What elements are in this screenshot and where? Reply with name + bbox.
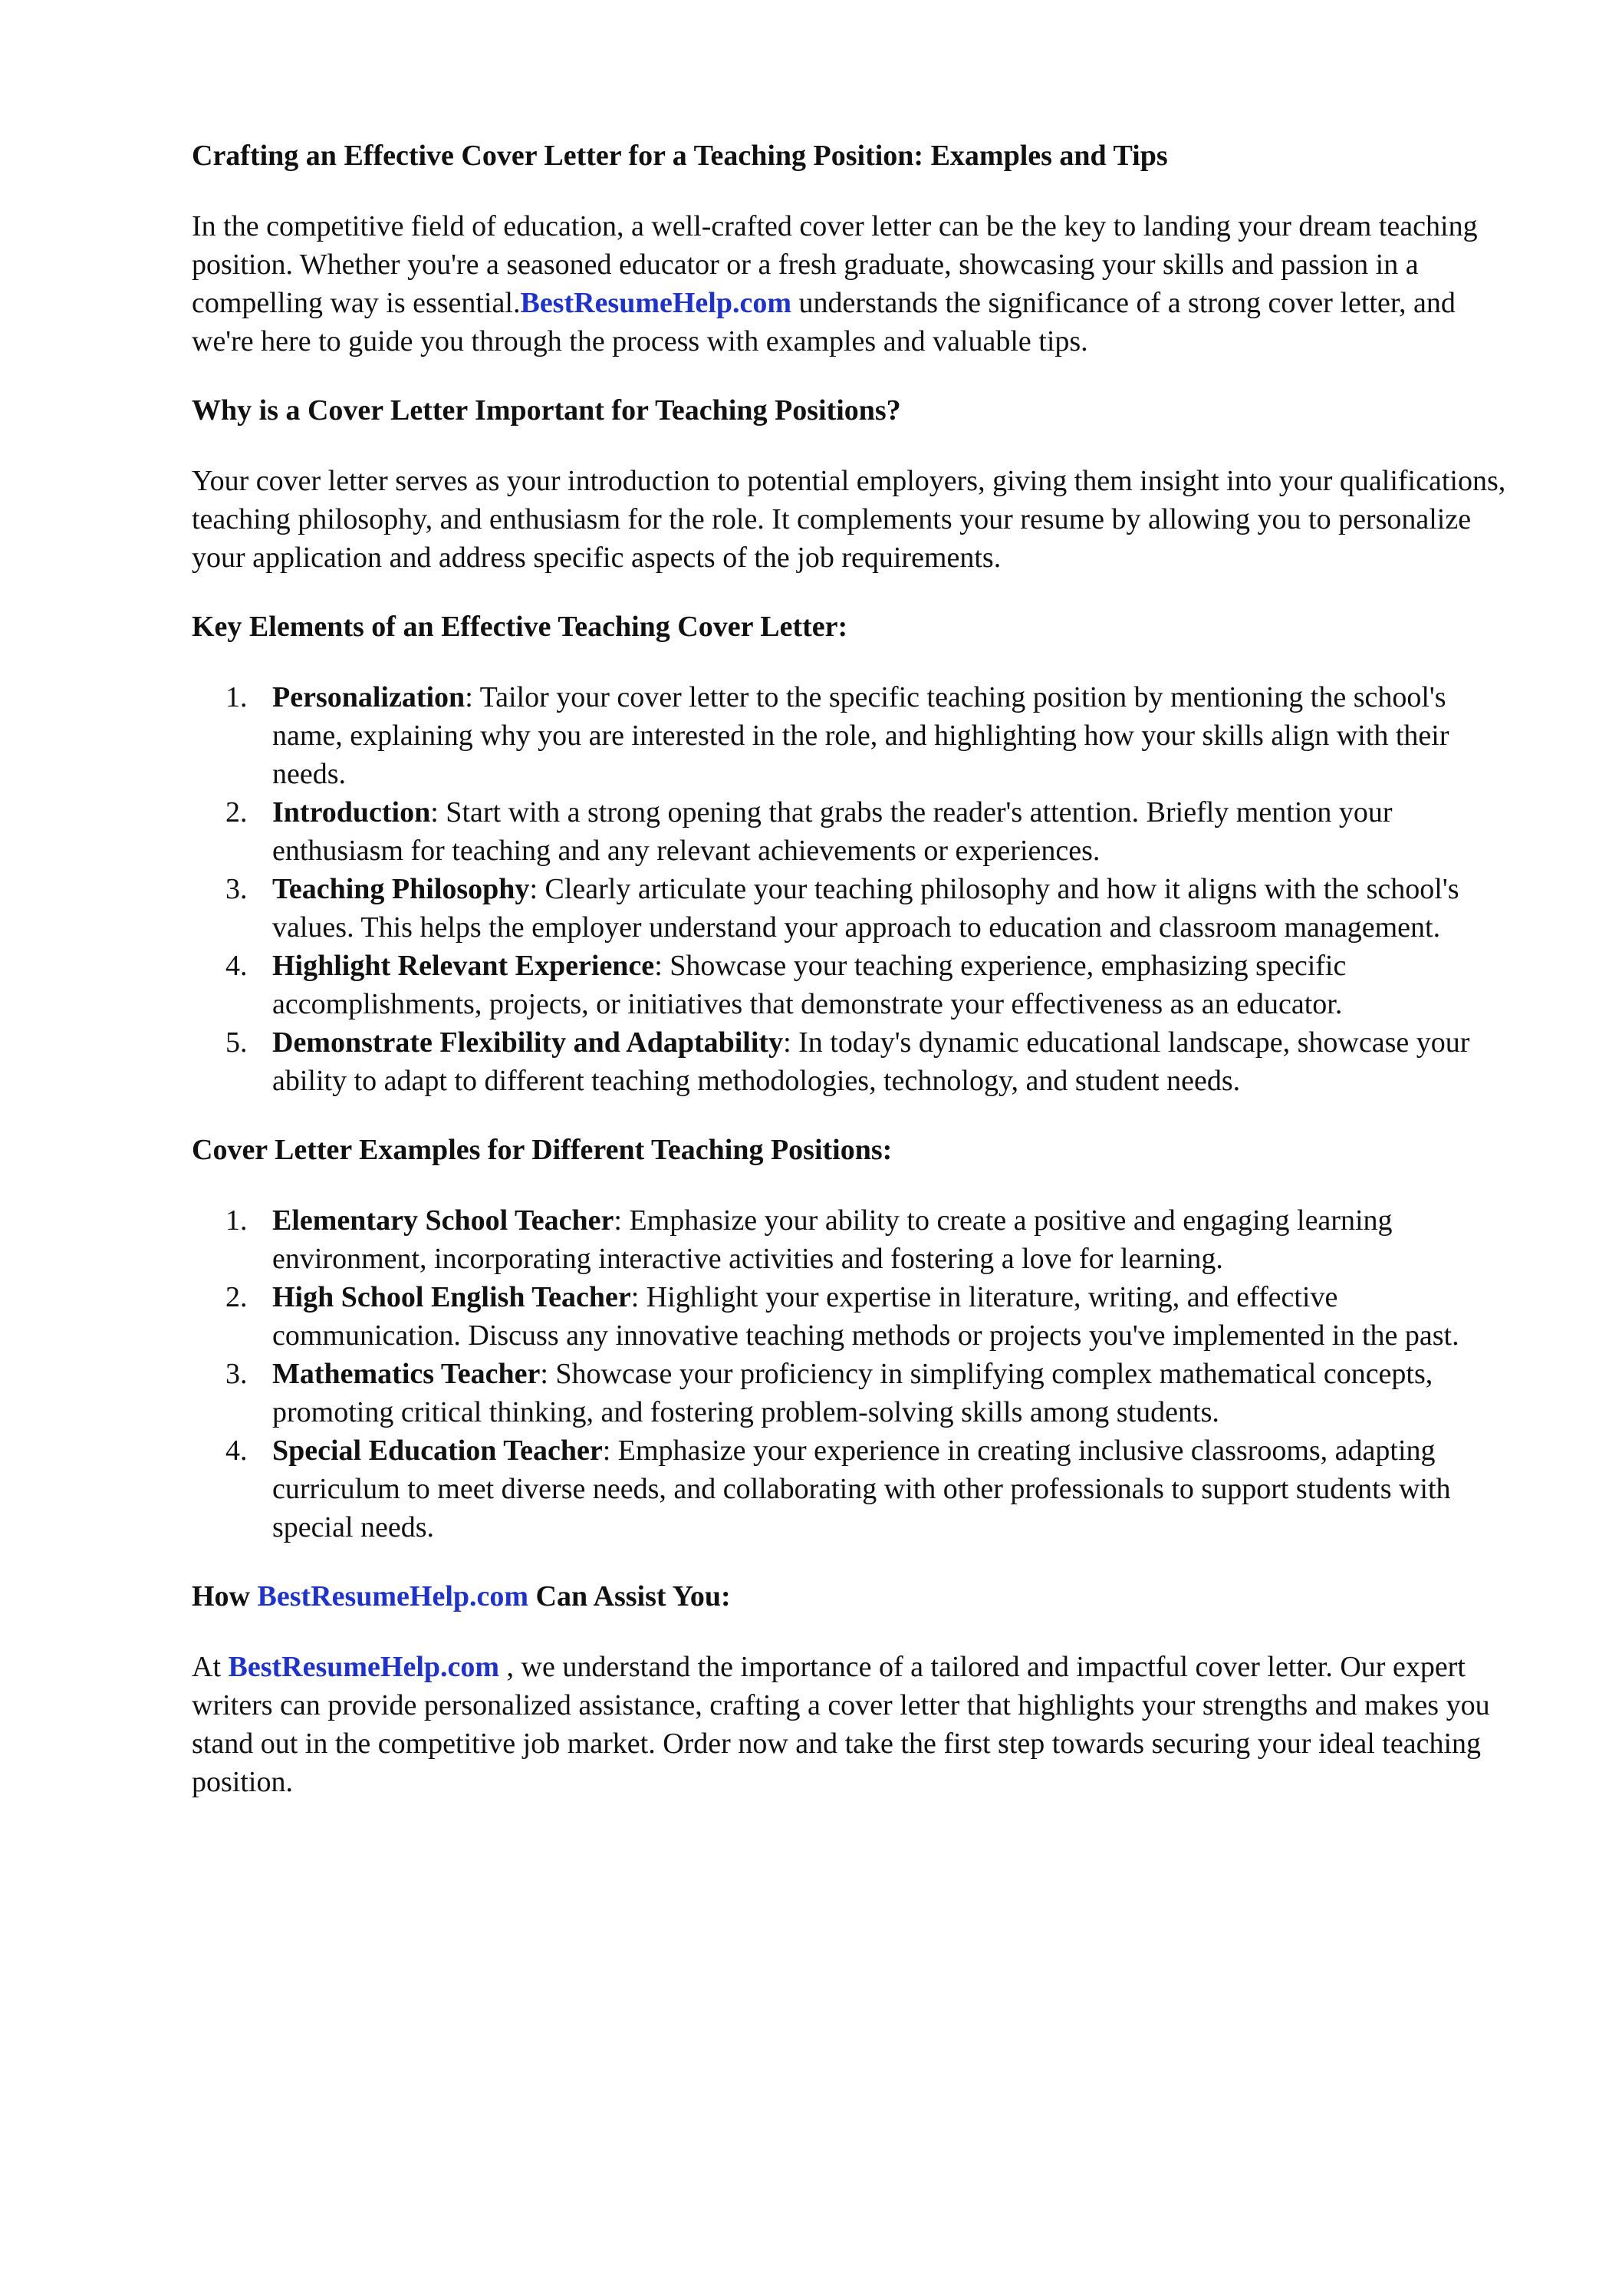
list-item-term: Mathematics Teacher: [272, 1358, 541, 1390]
document-content: [192, 137, 1511, 1801]
list-item: 4. Special Education Teacher: Emphasize your experience in creating inclusive classrooms, adapting curriculum to meet diverse needs, and collaborating with other professionals to support students with special needs.: [225, 1435, 1451, 1543]
key-elements-heading: Key Elements of an Effective Teaching Cover Letter:: [192, 611, 848, 643]
list-item-desc: : Highlight your expertise in literature, writing, and effective communication. Discuss any innovative teaching methods or projects you've implemented in the past.: [272, 1281, 1459, 1352]
assist-paragraph: [192, 1648, 1511, 1801]
list-item: 5. Demonstrate Flexibility and Adaptability: In today's dynamic educational landscape, showcase your ability to adapt to different teaching methodologies, technology, and student needs.: [225, 1026, 1470, 1097]
assist-text-link[interactable]: BestResumeHelp.com: [228, 1651, 500, 1683]
list-item-desc: : In today's dynamic educational landscape, showcase your ability to adapt to different teaching methodologies, technology, and student needs.: [272, 1026, 1470, 1097]
list-item-desc: : Clearly articulate your teaching philosophy and how it aligns with the school's values. This helps the employer understand your approach to education and classroom management.: [272, 873, 1459, 944]
list-item-desc: : Emphasize your experience in creating inclusive classrooms, adapting curriculum to meet diverse needs, and collaborating with other professionals to support students with special needs.: [272, 1435, 1451, 1543]
list-item-term: High School English Teacher: [272, 1281, 631, 1313]
assist-heading: [192, 1577, 1511, 1616]
assist-heading-link[interactable]: BestResumeHelp.com: [257, 1580, 529, 1612]
list-item-desc: : Showcase your teaching experience, emphasizing specific accomplishments, projects, or initiatives that demonstrate your effectiveness as an educator.: [272, 950, 1347, 1020]
list-item: 1. Personalization: Tailor your cover letter to the specific teaching position by mentioning the school's name, explaining why you are interested in the role, and highlighting how your skills align with their needs.: [225, 681, 1449, 790]
list-item: 1. Elementary School Teacher: Emphasize your ability to create a positive and engaging learning environment, incorporating interactive activities and fostering a love for learning.: [225, 1204, 1393, 1275]
assist-text: , we understand the importance of a tailored and impactful cover letter. Our expert writers can provide personalized assistance, crafting a cover letter that highlights your strengths and makes you stand out in the competitive job market. Order now and take the first step towards securing your ideal teaching position.: [192, 1651, 1490, 1798]
list-item-desc: : Start with a strong opening that grabs the reader's attention. Briefly mention your enthusiasm for teaching and any relevant achievements or experiences.: [272, 796, 1393, 867]
list-item-term: Special Education Teacher: [272, 1435, 603, 1467]
list-item-desc: : Showcase your proficiency in simplifying complex mathematical concepts, promoting critical thinking, and fostering problem-solving skills among students.: [272, 1358, 1433, 1428]
why-paragraph: Your cover letter serves as your introduction to potential employers, giving them insight into your qualifications, teaching philosophy, and enthusiasm for the role. It complements your resume by allowing you to personalize your application and address specific aspects of the job requirements.: [192, 465, 1506, 574]
list-item: 4. Highlight Relevant Experience: Showcase your teaching experience, emphasizing specific accomplishments, projects, or initiatives that demonstrate your effectiveness as an educator.: [225, 950, 1347, 1020]
list-item-term: Teaching Philosophy: [272, 873, 530, 905]
key-elements-list: [192, 678, 1511, 1100]
list-item-term: Demonstrate Flexibility and Adaptability: [272, 1026, 784, 1059]
intro-link[interactable]: BestResumeHelp.com: [520, 287, 792, 319]
list-item: 2. Introduction: Start with a strong opening that grabs the reader's attention. Briefly mention your enthusiasm for teaching and any relevant achievements or experiences.: [225, 796, 1393, 867]
examples-heading: Cover Letter Examples for Different Teaching Positions:: [192, 1134, 893, 1166]
assist-heading-suffix: Can Assist You:: [528, 1580, 731, 1612]
page-title: Crafting an Effective Cover Letter for a Teaching Position: Examples and Tips: [192, 140, 1168, 172]
list-item-desc: : Tailor your cover letter to the specific teaching position by mentioning the school's name, explaining why you are interested in the role, and highlighting how your skills align with their needs.: [272, 681, 1449, 790]
list-item-term: Highlight Relevant Experience: [272, 950, 655, 982]
list-item: 2. High School English Teacher: Highlight your expertise in literature, writing, and effective communication. Discuss any innovative teaching methods or projects you've implemented in the past.: [225, 1281, 1459, 1352]
list-item-term: Personalization: [272, 681, 466, 713]
list-item-desc: : Emphasize your ability to create a positive and engaging learning environment, incorporating interactive activities and fostering a love for learning.: [272, 1204, 1393, 1275]
assist-text-prefix: At: [192, 1651, 229, 1683]
list-item: 3. Mathematics Teacher: Showcase your proficiency in simplifying complex mathematical concepts, promoting critical thinking, and fostering problem-solving skills among students.: [225, 1358, 1433, 1428]
list-item-term: Introduction: [272, 796, 431, 828]
intro-text-after: understands the significance of a strong cover letter, and we're here to guide you through the process with examples and valuable tips.: [192, 287, 1456, 357]
list-item-term: Elementary School Teacher: [272, 1204, 614, 1237]
assist-heading-prefix: How: [192, 1580, 258, 1612]
why-heading: Why is a Cover Letter Important for Teaching Positions?: [192, 394, 901, 427]
examples-list: [192, 1201, 1511, 1547]
intro-paragraph: [192, 207, 1511, 361]
list-item: 3. Teaching Philosophy: Clearly articulate your teaching philosophy and how it aligns with the school's values. This helps the employer understand your approach to education and classroom management.: [225, 873, 1459, 944]
intro-text: In the competitive field of education, a well-crafted cover letter can be the key to landing your dream teaching position. Whether you're a seasoned educator or a fresh graduate, showcasing your skills and passion in a compelling way is essential.: [192, 210, 1478, 319]
